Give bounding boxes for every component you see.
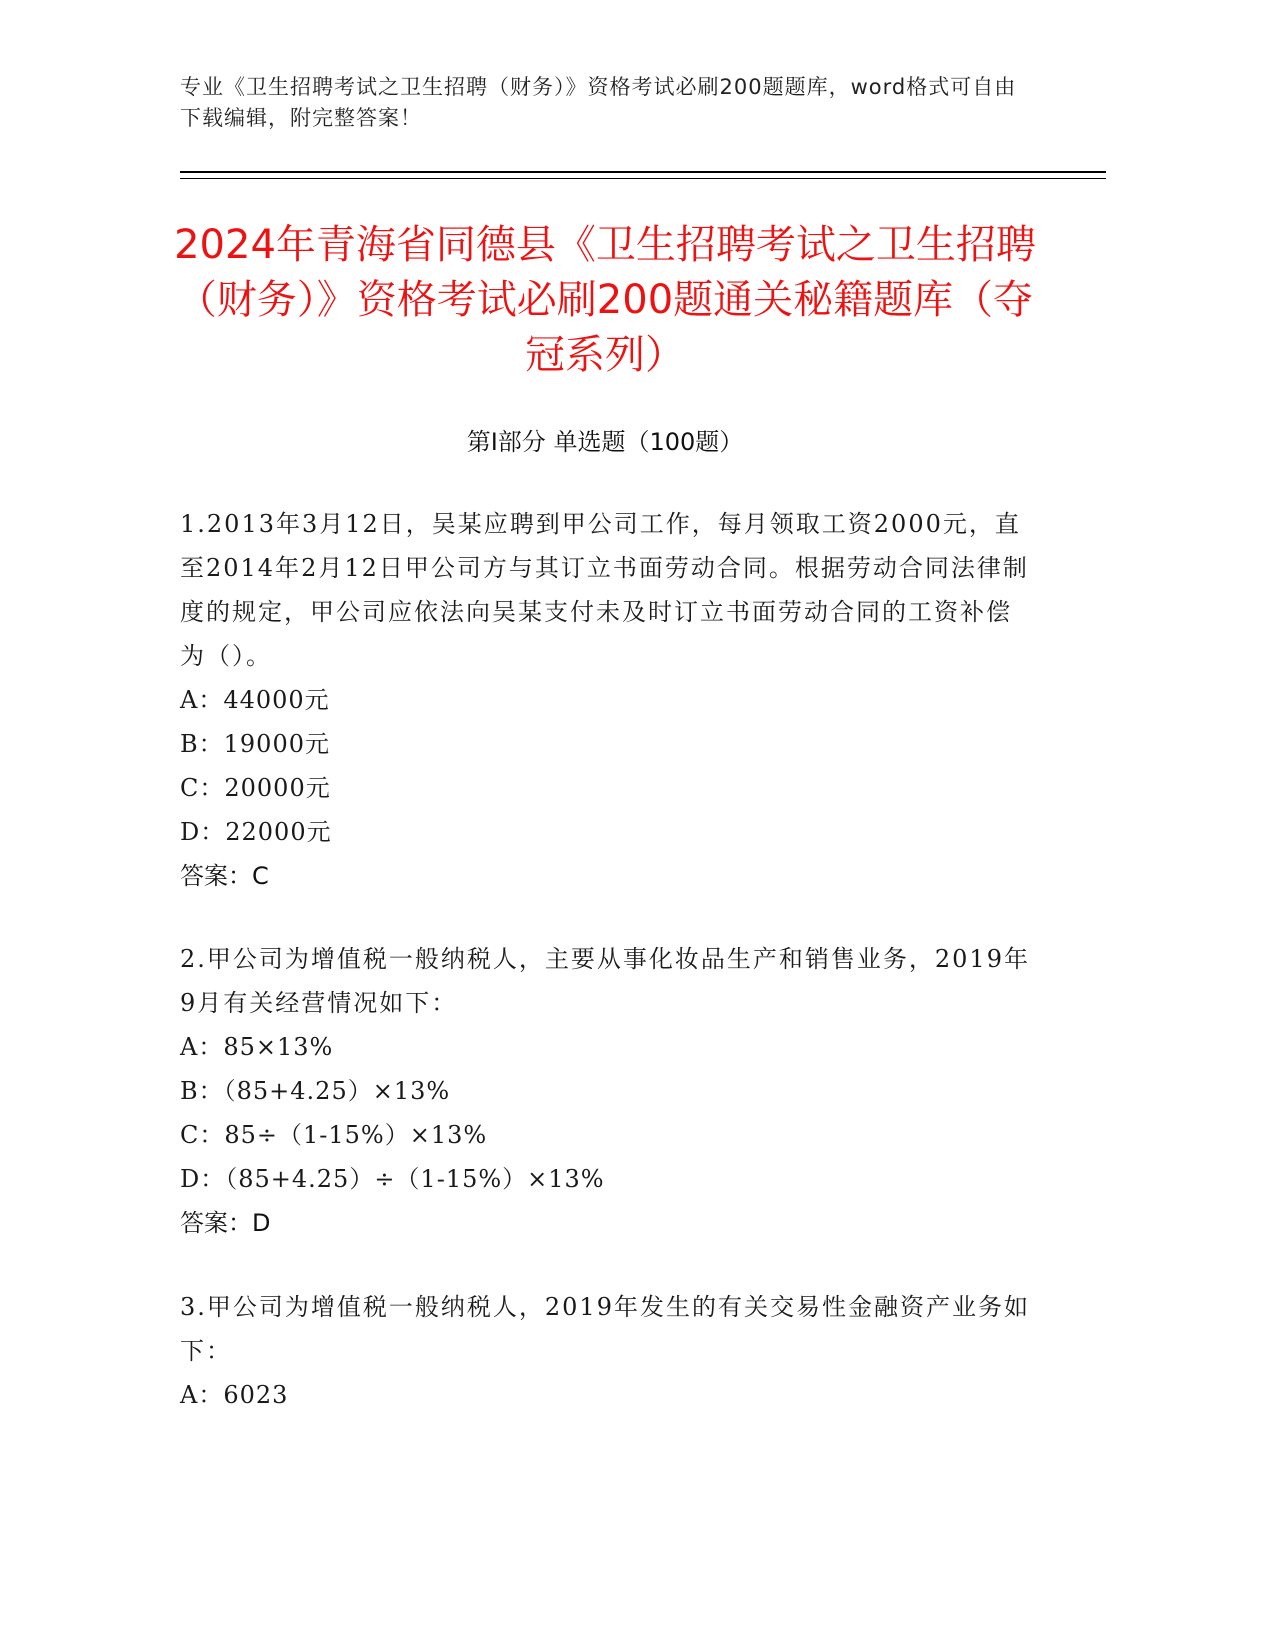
option-c: C：20000元 [180, 774, 331, 802]
option-d: D：（85+4.25）÷（1-15%）×13% [180, 1165, 605, 1193]
answer: 答案：D [180, 1209, 271, 1237]
answer: 答案：C [180, 862, 269, 890]
question-2 [180, 937, 1030, 1245]
document-title: 2024年青海省同德县《卫生招聘考试之卫生招聘（财务）》资格考试必刷200题通关秘籍题库（夺冠系列） [174, 222, 1036, 378]
question-stem: 1.2013年3月12日，吴某应聘到甲公司工作，每月领取工资2000元，直至2014年2月12日甲公司方与其订立书面劳动合同。根据劳动合同法律制度的规定，甲公司应依法向吴某支付未及时订立书面劳动合同的工资补偿为（）。 [180, 510, 1029, 670]
question-stem: 3.甲公司为增值税一般纳税人，2019年发生的有关交易性金融资产业务如下： [180, 1293, 1030, 1365]
option-c: C：85÷（1-15%）×13% [180, 1121, 488, 1149]
header-rule-thin [180, 178, 1106, 179]
option-a: A：85×13% [180, 1033, 334, 1061]
section-title: 第I部分 单选题（100题） [466, 428, 744, 456]
question-1 [180, 502, 1030, 898]
option-b: B：19000元 [180, 730, 330, 758]
question-stem: 2.甲公司为增值税一般纳税人，主要从事化妆品生产和销售业务，2019年9月有关经营情况如下： [180, 945, 1030, 1017]
question-3 [180, 1285, 1030, 1417]
option-a: A：44000元 [180, 686, 330, 714]
option-d: D：22000元 [180, 818, 332, 846]
header-note: 专业《卫生招聘考试之卫生招聘（财务）》资格考试必刷200题题库，word格式可自由下载编辑，附完整答案！ [180, 75, 1017, 130]
header-rule-thick [180, 171, 1106, 173]
option-a: A：6023 [180, 1381, 289, 1409]
option-b: B：（85+4.25）×13% [180, 1077, 451, 1105]
